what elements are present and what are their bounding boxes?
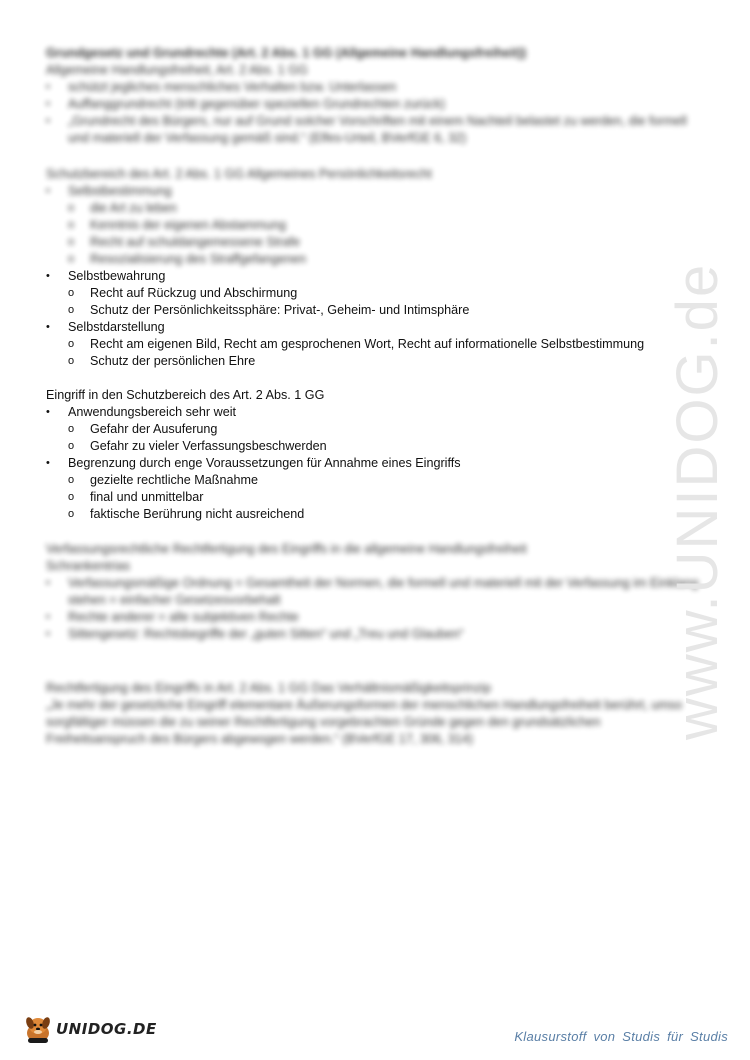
circle-marker: o (68, 491, 75, 503)
sub-list-item: o gezielte rechtliche Maßnahme (68, 473, 258, 487)
quote-line: Freiheitsanspruch des Bürgers abgewogen werden.“ (BVerfGE 17, 306, 314) (46, 732, 474, 746)
section-grundrechte (46, 45, 706, 147)
section-eingriff (46, 387, 706, 523)
circle-marker: o (68, 304, 75, 316)
quote-line: sorgfältiger müssen die zu seiner Rechtfertigung vorgebrachten Gründe gegen den grundsätzlichen (46, 715, 601, 729)
sub-list-item: o Resozialisierung des Straffgefangenen (68, 252, 307, 266)
circle-marker: o (68, 440, 75, 452)
circle-marker: o (68, 287, 75, 299)
list-item: • Auffanggrundrecht (tritt gegenüber speziellen Grundrechten zurück) (46, 97, 446, 111)
circle-marker: o (68, 202, 75, 214)
sub-list-item: o final und unmittelbar (68, 490, 204, 504)
sub-list-item: o Gefahr zu vieler Verfassungsbeschwerden (68, 439, 327, 453)
sub-list-item: o Recht am eigenen Bild, Recht am gesprochenen Wort, Recht auf informationelle Selbstbestimmung (68, 337, 645, 351)
sub-list-item: o Recht auf Rückzug und Abschirmung (68, 286, 298, 300)
section-subheading: Schrankentrias (46, 559, 130, 573)
section-heading: Verfassungsrechtliche Rechtfertigung des Eingriffs in die allgemeine Handlungsfreiheit (46, 542, 527, 556)
quote-line: „Je mehr der gesetzliche Eingriff elementare Äußerungsformen der menschlichen Handlungsfreiheit berührt, umso (46, 698, 683, 712)
bullet-marker: • (46, 270, 50, 282)
circle-marker: o (68, 355, 75, 367)
circle-marker: o (68, 253, 75, 265)
bullet-marker: • (46, 457, 50, 469)
bullet-marker: • (46, 185, 50, 197)
list-item: • „Grundrecht des Bürgers, nur auf Grund solcher Vorschriften mit einem Nachteil belastet zu werden, die formell (46, 114, 687, 128)
circle-marker: o (68, 423, 75, 435)
footer-logo[interactable] (22, 1014, 157, 1044)
circle-marker: o (68, 236, 75, 248)
bullet-marker: • (46, 406, 50, 418)
section-subheading: Allgemeine Handlungsfreiheit, Art. 2 Abs. 1 GG (46, 63, 308, 77)
watermark: www.UNIDOG.de (665, 262, 730, 740)
bullet-marker: • (46, 628, 50, 640)
sub-list-item: o faktische Berührung nicht ausreichend (68, 507, 305, 521)
section-verhaeltnismaessigkeit (46, 680, 706, 748)
list-item: • schützt jegliches menschliches Verhalten bzw. Unterlassen (46, 80, 397, 94)
dog-mascot-icon (22, 1014, 54, 1044)
list-item: • Selbstdarstellung (46, 320, 165, 334)
section-heading: Eingriff in den Schutzbereich des Art. 2 Abs. 1 GG (46, 388, 325, 402)
sub-list-item: o Kenntnis der eigenen Abstammung (68, 218, 287, 232)
bullet-marker: • (46, 611, 50, 623)
list-item: • Begrenzung durch enge Voraussetzungen für Annahme eines Eingriffs (46, 456, 461, 470)
list-item-continuation: und materiell der Verfassung gemäß sind.“ (Elfes-Urteil, BVerfGE 6, 32) (68, 131, 467, 145)
list-item-continuation: stehen = einfacher Gesetzesvorbehalt (68, 593, 281, 607)
list-item: • Selbstbewahrung (46, 269, 166, 283)
bullet-marker: • (46, 577, 50, 589)
footer-tagline: Klausurstoff von Studis für Studis (514, 1029, 728, 1044)
circle-marker: o (68, 338, 75, 350)
bullet-marker: • (46, 115, 50, 127)
list-item: • Rechte anderer = alle subjektiven Rechte (46, 610, 299, 624)
section-heading: Rechtfertigung des Eingriffs in Art. 2 Abs. 1 GG Das Verhältnismäßigkeitsprinzip (46, 681, 491, 695)
bullet-marker: • (46, 321, 50, 333)
circle-marker: o (68, 474, 75, 486)
list-item: • Anwendungsbereich sehr weit (46, 405, 237, 419)
sub-list-item: o die Art zu leben (68, 201, 177, 215)
section-heading: Grundgesetz und Grundrechte (Art. 2 Abs. 1 GG (Allgemeine Handlungsfreiheit)) (46, 46, 527, 60)
bullet-marker: • (46, 81, 50, 93)
section-heading: Schutzbereich des Art. 2 Abs. 1 GG Allgemeines Persönlichkeitsrecht (46, 167, 432, 181)
sub-list-item: o Gefahr der Ausuferung (68, 422, 218, 436)
list-item: • Selbstbestimmung (46, 184, 172, 198)
logo-text: UNIDOG.DE (56, 1020, 157, 1038)
list-item: • Verfassungsmäßige Ordnung = Gesamtheit der Normen, die formell und materiell mit der Verfassung im Einklang (46, 576, 699, 590)
bullet-marker: • (46, 98, 50, 110)
sub-list-item: o Schutz der Persönlichkeitssphäre: Privat-, Geheim- und Intimsphäre (68, 303, 470, 317)
section-persoenlichkeitsrecht (46, 166, 706, 370)
circle-marker: o (68, 219, 75, 231)
sub-list-item: o Schutz der persönlichen Ehre (68, 354, 256, 368)
list-item: • Sittengesetz: Rechtsbegriffe der „guten Sitten“ und „Treu und Glauben“ (46, 627, 464, 641)
circle-marker: o (68, 508, 75, 520)
section-rechtfertigung (46, 541, 706, 643)
sub-list-item: o Recht auf schuldangemessene Strafe (68, 235, 301, 249)
